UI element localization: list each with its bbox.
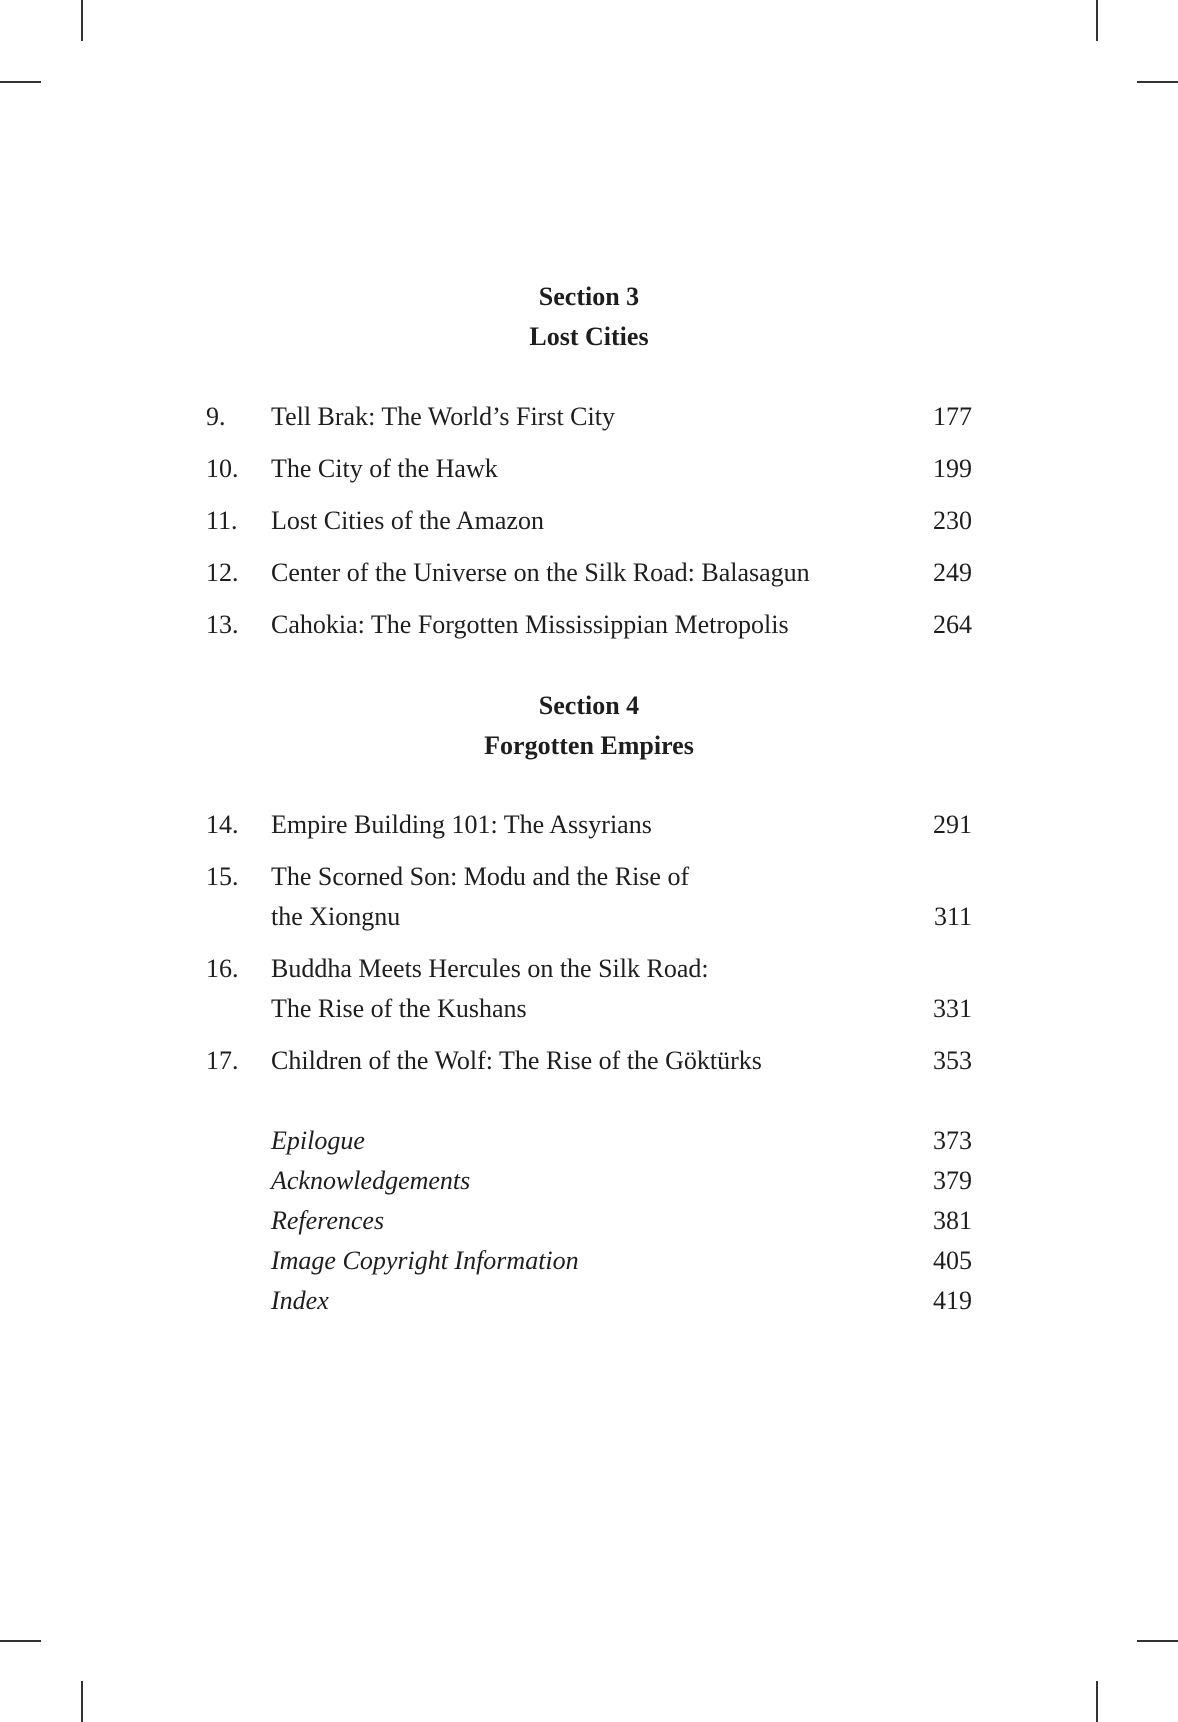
crop-mark: [1096, 0, 1098, 41]
section-title: Lost Cities: [529, 322, 649, 351]
crop-mark: [81, 1681, 83, 1722]
chapter-title-line: Empire Building 101: The Assyrians: [271, 810, 652, 839]
page-number: 230: [933, 506, 972, 535]
chapter-number: 12.: [206, 558, 239, 587]
crop-mark: [0, 1640, 41, 1642]
chapter-number: 17.: [206, 1046, 239, 1075]
chapter-title: [271, 1041, 912, 1081]
chapter-title: [271, 501, 912, 541]
back-matter-title: Image Copyright Information: [271, 1246, 579, 1275]
chapter-number: 14.: [206, 810, 239, 839]
toc-entry: [206, 949, 972, 1029]
chapter-number: 16.: [206, 954, 239, 983]
chapter-title: [271, 449, 912, 489]
back-matter-entry: [206, 1281, 972, 1321]
back-matter-title: Index: [271, 1286, 329, 1315]
back-matter-entry: [206, 1241, 972, 1281]
chapter-number: 10.: [206, 454, 239, 483]
crop-mark: [1096, 1681, 1098, 1722]
toc-list: [206, 805, 972, 1093]
chapter-title-line: Center of the Universe on the Silk Road: Balasagun: [271, 558, 810, 587]
section-heading: [0, 686, 1178, 766]
page-number: 264: [933, 610, 972, 639]
page-number: 177: [933, 402, 972, 431]
chapter-title-line: Cahokia: The Forgotten Mississippian Metropolis: [271, 610, 789, 639]
chapter-title-line: Lost Cities of the Amazon: [271, 506, 544, 535]
toc-entry: [206, 397, 972, 437]
back-matter-list: [206, 1121, 972, 1321]
back-matter-title: Acknowledgements: [271, 1166, 471, 1195]
chapter-title: [271, 805, 912, 845]
page-number: 381: [933, 1206, 972, 1235]
back-matter-entry: [206, 1121, 972, 1161]
section-label: Section 4: [538, 691, 640, 720]
toc-entry: [206, 449, 972, 489]
page-number: 405: [933, 1246, 972, 1275]
chapter-title: [271, 605, 912, 645]
chapter-title-line: The Rise of the Kushans: [271, 994, 527, 1023]
page-number: 291: [933, 810, 972, 839]
crop-mark: [1137, 1640, 1178, 1642]
chapter-number: 15.: [206, 862, 239, 891]
chapter-title: [271, 397, 912, 437]
chapter-title: [271, 857, 912, 937]
chapter-number: 11.: [206, 506, 238, 535]
page-number: 353: [933, 1046, 972, 1075]
crop-mark: [81, 0, 83, 41]
page-number: 311: [933, 902, 972, 931]
chapter-title-line: Buddha Meets Hercules on the Silk Road:: [271, 954, 709, 983]
crop-mark: [0, 81, 41, 83]
chapter-title: [271, 949, 912, 1029]
page-number: 331: [933, 994, 972, 1023]
chapter-title-line: The City of the Hawk: [271, 454, 498, 483]
chapter-number: 9.: [206, 402, 226, 431]
chapter-title-line: The Scorned Son: Modu and the Rise of: [271, 862, 690, 891]
chapter-title-line: the Xiongnu: [271, 902, 401, 931]
back-matter-title: References: [271, 1206, 385, 1235]
chapter-title-line: Tell Brak: The World’s First City: [271, 402, 615, 431]
toc-entry: [206, 605, 972, 645]
back-matter-entry: [206, 1201, 972, 1241]
toc-entry: [206, 553, 972, 593]
chapter-number: 13.: [206, 610, 239, 639]
toc-entry: [206, 501, 972, 541]
page-number: 199: [933, 454, 972, 483]
crop-mark: [1137, 81, 1178, 83]
page-number: 249: [933, 558, 972, 587]
page-number: 419: [933, 1286, 972, 1315]
page-number: 373: [933, 1126, 972, 1155]
chapter-title-line: Children of the Wolf: The Rise of the Göktürks: [271, 1046, 762, 1075]
section-label: Section 3: [538, 282, 640, 311]
page-number: 379: [933, 1166, 972, 1195]
back-matter-entry: [206, 1161, 972, 1201]
toc-entry: [206, 1041, 972, 1081]
section-title: Forgotten Empires: [484, 731, 694, 760]
back-matter-title: Epilogue: [271, 1126, 365, 1155]
section-heading: [0, 277, 1178, 357]
toc-entry: [206, 857, 972, 937]
chapter-title: [271, 553, 912, 593]
toc-list: [206, 397, 972, 657]
toc-entry: [206, 805, 972, 845]
